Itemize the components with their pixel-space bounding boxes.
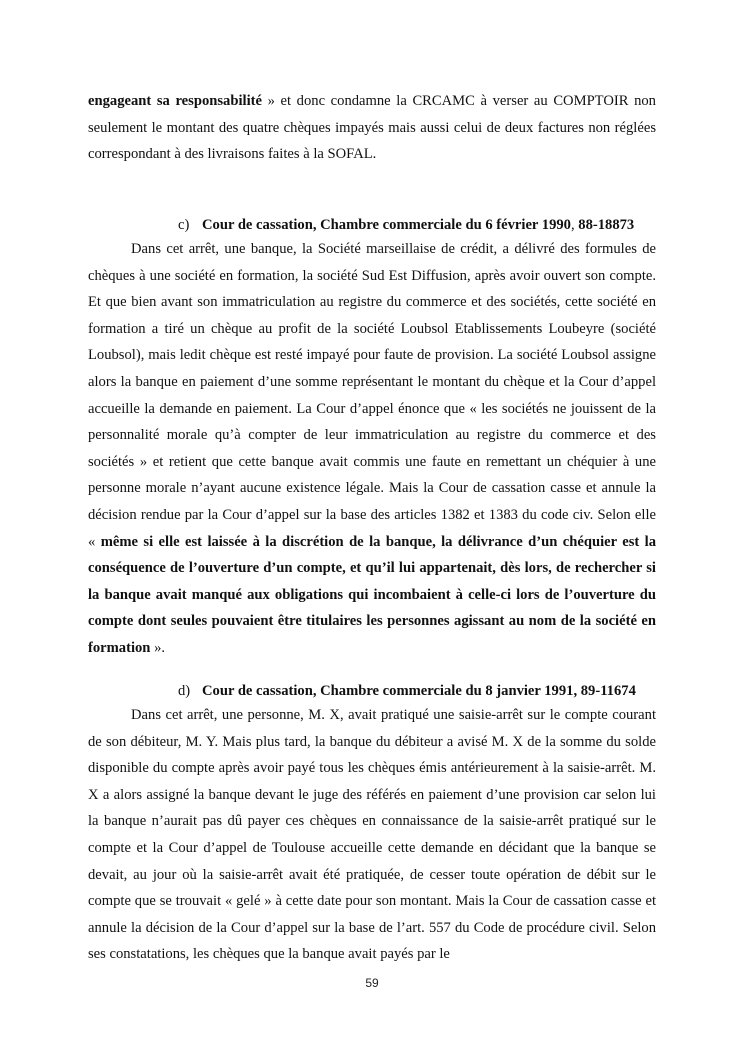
heading-separator: , — [570, 217, 579, 233]
page-number: 59 — [365, 976, 379, 990]
section-heading-d — [178, 681, 636, 701]
paragraph-end: ». — [150, 639, 166, 656]
bold-quote: engageant sa responsabilité — [88, 93, 262, 109]
paragraph-text: Dans cet arrêt, une personne, M. X, avait pratiqué une saisie-arrêt sur le compte courant de son débiteur, M. Y. Mais plus tard, la banque du débiteur a avisé M. X de la somme du solde disponible du compte après avoir payé tous les chèques émis antérieurement à la saisie-arrêt. M. X a alors assigné la banque devant le juge des référés en paiement d’une provision car selon lui la banque n’aurait pas dû payer ces chèques en connaissance de la saisie-arrêt pratiqué sur le compte et la Cour d’appel de Toulouse accueille cette demande en décidant que la banque se devait, au jour où la saisie-arrêt avait été pratiquée, de cesser toute opération de débit sur le compte que se trouvait « gelé » à cette date pour son montant. Mais la Cour de cassation casse et annule la décision de la Cour d’appel sur la base de l’art. 557 du Code de procédure civil. Selon ses constatations, les chèques que la banque avait payés par le — [88, 707, 656, 963]
paragraph-continuation — [88, 88, 656, 168]
paragraph-text: Dans cet arrêt, une banque, la Société marseillaise de crédit, a délivré des formules de chèques à une société en formation, la société Sud Est Diffusion, après avoir ouvert son compte. Et que bien avant son immatriculation au registre du commerce et des sociétés, cette société en formation a tiré un chèque au profit de la société Loubsol Etablissements Loubeyre (société Loubsol), mais ledit chèque est resté impayé pour faute de provision. La société Loubsol assigne alors la banque en paiement d’une somme représentant le montant du chèque et la Cour d’appel accueille la demande en paiement. La Cour d’appel énonce que « les sociétés ne jouissent de la personnalité morale qu’à compter de leur immatriculation au registre du commerce et des sociétés » et retient que cette banque avait commis une faute en remettant un chéquier à une personne morale n’ayant aucune existence légale. Mais la Cour de cassation casse et annule la décision rendue par la Cour d’appel sur la base des articles 1382 et 1383 du code civ. Selon elle « — [88, 241, 656, 550]
heading-marker: d) — [178, 683, 191, 699]
section-heading-c — [178, 215, 634, 235]
heading-marker: c) — [178, 217, 190, 233]
paragraph-case-d — [88, 702, 656, 968]
heading-reference: 88-18873 — [578, 217, 635, 233]
paragraph-case-c — [88, 236, 656, 662]
heading-title: Cour de cassation, Chambre commerciale du 8 janvier 1991, 89-11674 — [202, 683, 636, 699]
heading-title: Cour de cassation, Chambre commerciale du 6 février 1990 — [202, 217, 571, 233]
bold-quote: même si elle est laissée à la discrétion de la banque, la délivrance d’un chéquier est la conséquence de l’ouverture d’un compte, et qu’il lui appartenait, dès lors, de rechercher si la banque avait manqué aux obligations qui incombaient à celle-ci lors de l’ouverture du compte dont seules pouvaient être titulaires les personnes agissant au nom de la société en formation — [88, 533, 657, 656]
paragraph-text: » et donc condamne la CRCAMC à verser au COMPTOIR non seulement le montant des quatre chèques impayés mais aussi celui de deux factures non réglées correspondant à des livraisons faites à la SOFAL. — [88, 93, 656, 163]
